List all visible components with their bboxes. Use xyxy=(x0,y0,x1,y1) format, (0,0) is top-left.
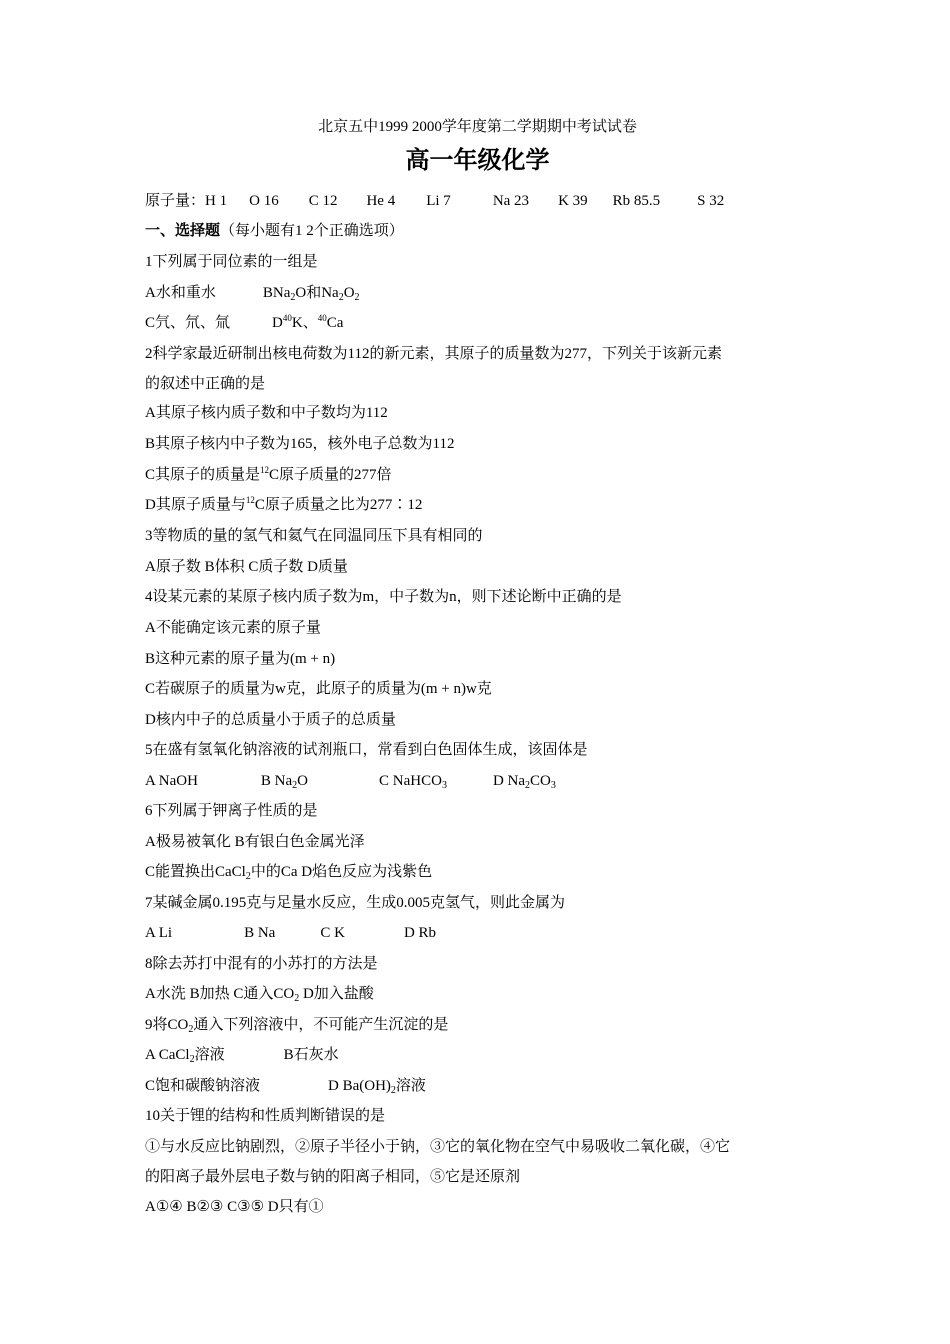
mass-c: C 12 xyxy=(308,193,338,209)
q7-option-d: D Rb xyxy=(403,925,437,941)
mass-rb: Rb 85.5 xyxy=(612,193,661,209)
q10-body-line1: ①与水反应比钠剧烈，②原子半径小于钠，③它的氧化物在空气中易吸收二氧化碳，④它 xyxy=(145,1139,731,1155)
q6-options-ab: A极易被氧化 B有银白色金属光泽 xyxy=(145,834,365,850)
mass-li: Li 7 xyxy=(426,193,451,209)
q4-option-d: D核内中子的总质量小于质子的总质量 xyxy=(145,712,396,728)
exam-subtitle: 北京五中1999 2000学年度第二学期期中考试试卷 xyxy=(318,119,637,135)
q3-stem: 3等物质的量的氢气和氦气在同温同压下具有相同的 xyxy=(145,528,483,544)
q2-option-a: A其原子核内质子数和中子数均为112 xyxy=(145,405,388,421)
q2-stem-line2: 的叙述中正确的是 xyxy=(145,376,266,392)
mass-h: H 1 xyxy=(205,193,228,209)
q4-option-a: A不能确定该元素的原子量 xyxy=(145,620,321,636)
q9-stem: 9将$CO_2$通入下列溶液中，不可能产生沉淀的是 xyxy=(145,1017,449,1035)
atomic-masses-label: 原子量： xyxy=(145,193,206,209)
section-1-note: （每小题有1 2个正确选项） xyxy=(220,223,404,239)
q9-option-d: D $Ba(OH)_2$溶液 xyxy=(328,1078,426,1096)
mass-na: Na 23 xyxy=(492,193,530,209)
q7-option-c: C K xyxy=(320,925,345,941)
q2-option-c: C其原子的质量是$^{12}$C原子质量的277倍 xyxy=(145,465,392,483)
q9-option-c: C饱和碳酸钠溶液 xyxy=(145,1078,261,1094)
exam-title: 高一年级化学 xyxy=(405,148,550,174)
q5-option-c: C NaHCO$_3$ xyxy=(379,773,447,791)
q2-option-d: D其原子质量与$^{12}$C原子质量之比为277∶12 xyxy=(145,495,423,513)
q5-option-d: D $Na_2CO_3$ xyxy=(492,773,556,791)
q7-options xyxy=(145,923,436,943)
q8-stem: 8除去苏打中混有的小苏打的方法是 xyxy=(145,956,378,972)
q9-option-a: A CaCl$_2$溶液 xyxy=(145,1047,225,1065)
q4-option-c: C若碳原子的质量为w克，此原子的质量为(m + n)w克 xyxy=(145,681,492,697)
q8-options: A水洗 B加热 C通入$CO_2$ D加入盐酸 xyxy=(145,986,374,1004)
q4-option-b: B这种元素的原子量为(m + n) xyxy=(145,651,336,667)
q5-option-a: A NaOH xyxy=(145,773,198,789)
q7-option-b: B Na xyxy=(244,925,276,941)
section-1-heading xyxy=(145,221,404,241)
q7-option-a: A Li xyxy=(145,925,173,941)
q1-option-b: BNa$_2$O和$Na_2O_2$ xyxy=(262,285,360,303)
q10-stem: 10关于锂的结构和性质判断错误的是 xyxy=(145,1108,386,1124)
q5-stem: 5在盛有氢氧化钠溶液的试剂瓶口，常看到白色固体生成，该固体是 xyxy=(145,742,588,758)
q3-options: A原子数 B体积 C质子数 D质量 xyxy=(145,559,348,575)
mass-s: S 32 xyxy=(697,193,725,209)
q10-body-line2: 的阳离子最外层电子数与钠的阳离子相同，⑤它是还原剂 xyxy=(145,1169,521,1185)
section-1-title: 一、选择题 xyxy=(145,223,221,239)
q6-options-cd: C能置换出CaCl$_2$中的Ca D焰色反应为浅紫色 xyxy=(145,864,433,882)
q1-option-d: $D^{40}K$、$^{40}$Ca xyxy=(272,313,344,331)
q1-row1 xyxy=(145,283,360,303)
q9-row2 xyxy=(145,1076,426,1096)
q1-option-a: A水和重水 xyxy=(145,285,216,301)
q1-stem: 1下列属于同位素的一组是 xyxy=(145,254,318,270)
q10-options: A①④ B②③ C③⑤ D只有① xyxy=(145,1199,324,1215)
mass-o: O 16 xyxy=(249,193,279,209)
q2-stem-line1: 2科学家最近研制出核电荷数为112的新元素，其原子的质量数为277，下列关于该新元素 xyxy=(145,346,722,362)
q5-option-b: B $Na_2O$ xyxy=(260,773,309,791)
q4-stem: 4设某元素的某原子核内质子数为m，中子数为n，则下述论断中正确的是 xyxy=(145,589,622,605)
q2-option-b: B其原子核内中子数为165，核外电子总数为112 xyxy=(145,436,455,452)
q1-row2 xyxy=(145,313,343,333)
q7-stem: 7某碱金属0.195克与足量水反应，生成0.005克氢气，则此金属为 xyxy=(145,895,566,911)
atomic-masses xyxy=(145,191,724,211)
q6-stem: 6下列属于钾离子性质的是 xyxy=(145,803,318,819)
q1-option-c: C氕、氘、氚 xyxy=(145,315,231,331)
q9-row1 xyxy=(145,1045,339,1065)
q5-options xyxy=(145,771,556,791)
q9-option-b: B石灰水 xyxy=(283,1047,339,1063)
mass-k: K 39 xyxy=(558,193,588,209)
mass-he: He 4 xyxy=(366,193,396,209)
